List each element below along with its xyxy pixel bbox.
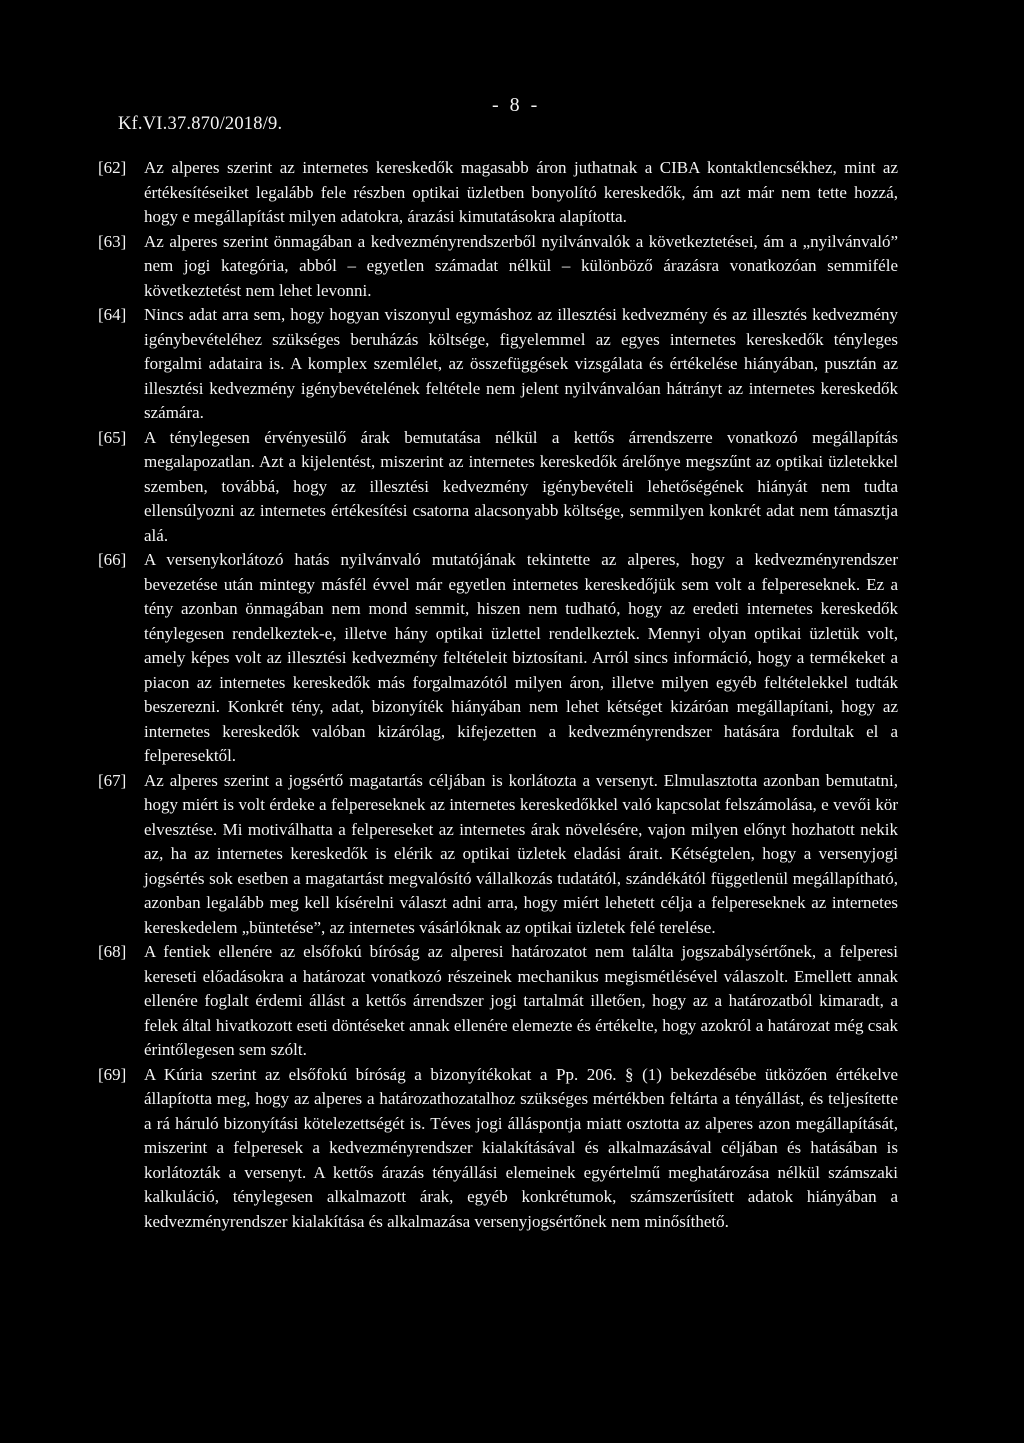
paragraph-number: [65] [98, 427, 127, 447]
paragraph-text: Az alperes szerint önmagában a kedvezményrendszerből nyilvánvalók a következtetései, ám a „nyilvánvaló” nem jogi kategória, abból – egyetlen számadat nélkül – különböző árazásra vonatkozóan semmiféle következtetést nem lehet levonni. [144, 231, 898, 300]
paragraph-number: [64] [98, 305, 127, 324]
paragraph-text: A versenykorlátozó hatás nyilvánvaló mutatójának tekintette az alperes, hogy a kedvezményrendszer bevezetése után mintegy másfél évvel már egyetlen internetes kereskedőjük sem volt a felpereseknek. Ez a tény azonban önmagában nem mond semmit, hiszen nem tudható, hogy az eredeti internetes kereskedők ténylegesen rendelkeztek-e, illetve hány optikai üzlettel rendelkeztek. Mennyi olyan optikai üzletük volt, amely képes volt az illesztési kedvezmény feltételeit biztosítani. Arról sincs információ, hogy a termékeket a piacon az internetes kereskedők más forgalmazótól milyen áron, illetve milyen egyéb feltételekkel tudták beszerezni. Konkrét tény, adat, bizonyíték hiányában nem lehet kétséget kizáróan megállapítani, hogy az internetes kereskedők valóban kizárólag, kifejezetten a kedvezményrendszer hatására fordultak el a felperesektől. [144, 550, 898, 765]
paragraph-63 [98, 230, 898, 304]
case-number: Kf.VI.37.870/2018/9. [118, 114, 283, 134]
document-body [98, 156, 898, 1234]
page-number: - 8 - [492, 94, 541, 116]
paragraph-number: [63] [98, 231, 127, 251]
paragraph-text: A Kúria szerint az elsőfokú bíróság a bizonyítékokat a Pp. 206. § (1) bekezdésébe ütközően értékelve állapította meg, hogy az alperes a határozathozatalhoz szükséges mértékben feltárta a tényállást, és teljesítette a rá háruló bizonyítási kötelezettségét is. Téves jogi álláspontja miatt osztotta az alperes azon megállapítását, miszerint a felperesek a kedvezményrendszer kialakításával és alkalmazásával céljában és hatásában is korlátozták a versenyt. A kettős árazás tényállási elemeinek egyértelmű meghatározása nélkül számszaki kalkuláció, ténylegesen alkalmazott árak, egyéb konkrétumok, számszerűsített adatok hiányában a kedvezményrendszer kialakítása és alkalmazása versenyjogsértőnek nem minősíthető. [144, 1064, 898, 1231]
paragraph-text: Az alperes szerint a jogsértő magatartás céljában is korlátozta a versenyt. Elmulasztotta azonban bemutatni, hogy miért is volt érdeke a felpereseknek az internetes kereskedőkkel való kapcsolat felszámolása, e vevői kör elvesztése. Mi motiválhatta a felpereseket az internetes árak növelésére, vajon milyen előnyt hozhatott nekik az, ha az internetes kereskedők is elérik az optikai üzletek eladási árait. Kétségtelen, hogy a versenyjogi jogsértés sok esetben a magatartást megvalósító vállalkozás tudatától, szándékától függetlenül megállapítható, azonban legalább meg kell kísérelni választ adni arra, hogy miért lehetett célja a felpereseknek az internetes kereskedelem „büntetése”, az internetes vásárlóknak az optikai üzletek felé terelése. [144, 770, 898, 937]
paragraph-62 [98, 156, 898, 230]
paragraph-number: [66] [98, 550, 127, 569]
paragraph-number: [69] [98, 1064, 127, 1084]
paragraph-67 [98, 769, 898, 941]
paragraph-text: Nincs adat arra sem, hogy hogyan viszonyul egymáshoz az illesztési kedvezmény és az illesztés kedvezmény igénybevételéhez szükséges beruházás költsége, figyelemmel az egyes internetes kereskedők tényleges forgalmi adataira is. A komplex szemlélet, az összefüggések vizsgálata és értékelése hiányában, pusztán az illesztési kedvezmény igénybevételének feltétele nem jelent nyilvánvalóan hátrányt az internetes kereskedők számára. [144, 305, 898, 422]
paragraph-number: [68] [98, 942, 127, 961]
paragraph-64 [98, 303, 898, 426]
paragraph-text: A ténylegesen érvényesülő árak bemutatása nélkül a kettős árrendszerre vonatkozó megállapítás megalapozatlan. Azt a kijelentést, miszerint az internetes kereskedők árelőnye megszűnt az optikai üzletekkel szemben, továbbá, hogy az illesztési kedvezmény igénybevételi lehetőségének hiányát nem tudta ellensúlyozni az internetes értékesítési csatorna alacsonyabb költsége, semmilyen konkrét adat nem támasztja alá. [144, 427, 898, 545]
paragraph-66 [98, 548, 898, 769]
paragraph-68 [98, 940, 898, 1063]
paragraph-text: Az alperes szerint az internetes kereskedők magasabb áron juthatnak a CIBA kontaktlencsékhez, mint az értékesítéseiket legalább fele részben optikai üzletben bonyolító kereskedők, ám azt már nem tette hozzá, hogy e megállapítást milyen adatokra, árazási kimutatásokra alapította. [144, 158, 898, 226]
paragraph-number: [67] [98, 770, 127, 790]
paragraph-text: A fentiek ellenére az elsőfokú bíróság az alperesi határozatot nem találta jogszabálysértőnek, a felperesi kereseti előadásokra a határozat vonatkozó részeinek mechanikus megismétlésével válaszolt. Emellett annak ellenére foglalt érdemi állást a kettős árrendszer jogi tartalmát illetően, hogy az a határozatból kimaradt, a felek által hivatkozott eseti döntéseket annak ellenére elemezte és értékelte, hogy azokról a határozat még csak érintőlegesen sem szólt. [144, 942, 898, 1059]
paragraph-69 [98, 1063, 898, 1235]
paragraph-number: [62] [98, 158, 127, 177]
paragraph-65 [98, 426, 898, 549]
